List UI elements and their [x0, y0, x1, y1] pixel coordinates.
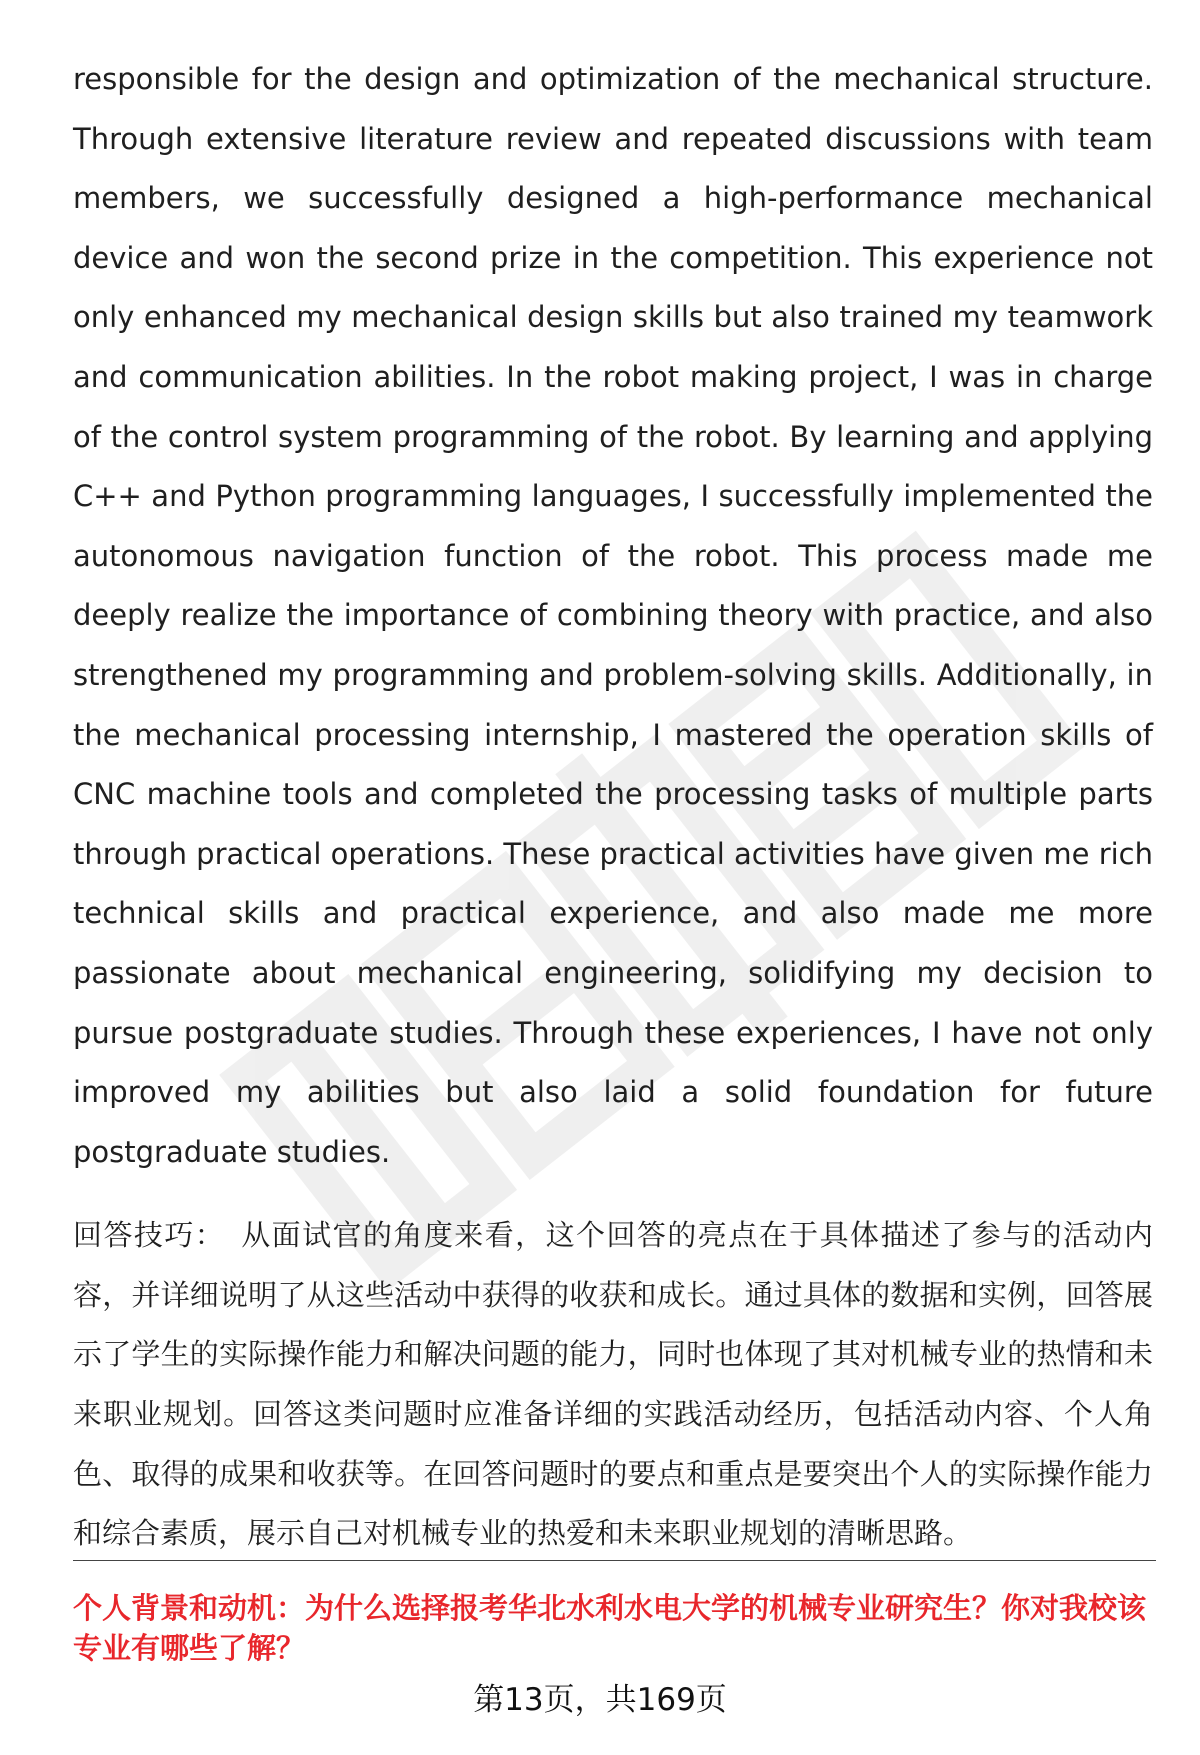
- tips-text: 从面试官的角度来看，这个回答的亮点在于具体描述了参与的活动内容，并详细说明了从这些活动中获得的收获和成长。通过具体的数据和实例，回答展示了学生的实际操作能力和解决问题的能力，同时也体现了其对机械专业的热情和未来职业规划。回答这类问题时应准备详细的实践活动经历，包括活动内容、个人角色、取得的成果和收获等。在回答问题时的要点和重点是要突出个人的实际操作能力和综合素质，展示自己对机械专业的热爱和未来职业规划的清晰思路。: [73, 1218, 1153, 1551]
- next-question-heading: 个人背景和动机：为什么选择报考华北水利水电大学的机械专业研究生？你对我校该专业有哪些了解？: [73, 1591, 1147, 1665]
- answer-tips: [73, 1206, 1153, 1564]
- section-divider: [73, 1560, 1156, 1561]
- tips-label: 回答技巧：: [73, 1218, 226, 1253]
- main-content: [73, 50, 1153, 1564]
- page-number-footer: 第13页，共169页: [473, 1682, 727, 1718]
- answer-paragraph: responsible for the design and optimization of the mechanical structure. Through extensive literature review and repeated discussions with team members, we successfully designed a high-performance mechanical device and won the second prize in the competition. This experience not only enhanced my mechanical design skills but also trained my teamwork and communication abilities. In the robot making project, I was in charge of the control system programming of the robot. By learning and applying C++ and Python programming languages, I successfully implemented the autonomous navigation function of the robot. This process made me deeply realize the importance of combining theory with practice, and also strengthened my programming and problem-solving skills. Additionally, in the mechanical processing internship, I mastered the operation skills of CNC machine tools and completed the processing tasks of multiple parts through practical operations. These practical activities have given me rich technical skills and practical experience, and also made me more passionate about mechanical engineering, solidifying my decision to pursue postgraduate studies. Through these experiences, I have not only improved my abilities but also laid a solid foundation for future postgraduate studies.: [73, 62, 1153, 1169]
